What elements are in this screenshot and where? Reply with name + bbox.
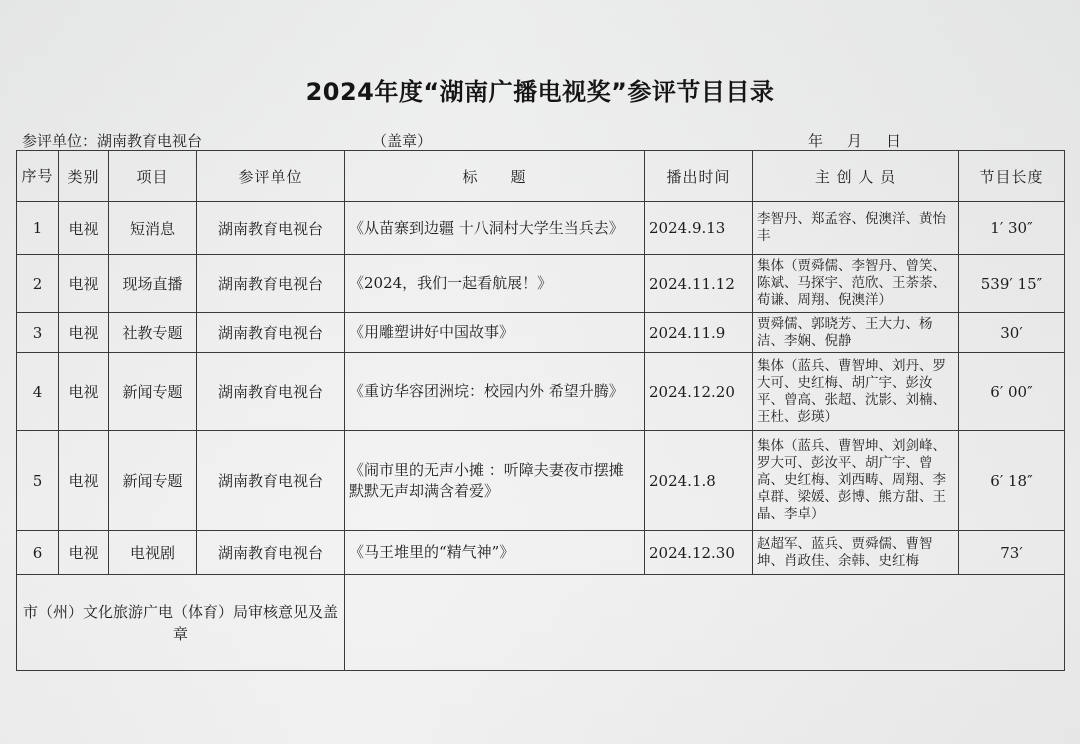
cell-category: 电视: [59, 255, 109, 313]
table-row: [17, 255, 1065, 313]
cell-title: 《2024，我们一起看航展！》: [345, 255, 645, 313]
cell-title: 《闹市里的无声小摊 ：听障夫妻夜市摆摊 默默无声却满含着爱》: [345, 431, 645, 531]
date-year-label: 年: [808, 132, 826, 150]
date-month-label: 月: [847, 132, 865, 150]
cell-creators: 贾舜儒、郭晓芳、王大力、杨洁、李娴、倪静: [753, 313, 959, 353]
cell-unit: 湖南教育电视台: [197, 353, 345, 431]
cell-category: 电视: [59, 202, 109, 255]
table-row: [17, 531, 1065, 575]
table-row: [17, 202, 1065, 255]
cell-length: 6′ 00″: [959, 353, 1065, 431]
cell-unit: 湖南教育电视台: [197, 313, 345, 353]
cell-seq: 3: [17, 313, 59, 353]
cell-creators: 集体（贾舜儒、李智丹、曾笑、陈斌、马探宇、范欣、王荼荼、荀谦、周翔、倪澳洋）: [753, 255, 959, 313]
cell-title: 《用雕塑讲好中国故事》: [345, 313, 645, 353]
cell-category: 电视: [59, 313, 109, 353]
cell-title: 《马王堆里的“精气神”》: [345, 531, 645, 575]
table-row: [17, 353, 1065, 431]
table-row: [17, 313, 1065, 353]
cell-seq: 2: [17, 255, 59, 313]
date-day-label: 日: [886, 132, 904, 150]
cell-air-time: 2024.11.12: [645, 255, 753, 313]
cell-category: 电视: [59, 353, 109, 431]
cell-item: 新闻专题: [109, 431, 197, 531]
cell-air-time: 2024.11.9: [645, 313, 753, 353]
cell-item: 社教专题: [109, 313, 197, 353]
cell-air-time: 2024.12.30: [645, 531, 753, 575]
cell-unit: 湖南教育电视台: [197, 431, 345, 531]
cell-length: 30′: [959, 313, 1065, 353]
cell-creators: 集体（蓝兵、曹智坤、刘剑峰、罗大可、彭汝平、胡广宇、曾高、史红梅、刘西畴、周翔、李卓群、梁媛、彭博、熊方甜、王晶、李卓）: [753, 431, 959, 531]
cell-title: 《从苗寨到边疆 十八洞村大学生当兵去》: [345, 202, 645, 255]
cell-seq: 6: [17, 531, 59, 575]
cell-seq: 1: [17, 202, 59, 255]
header-title: 标 题: [345, 151, 645, 202]
cell-length: 6′ 18″: [959, 431, 1065, 531]
cell-seq: 4: [17, 353, 59, 431]
table-row: [17, 431, 1065, 531]
cell-length: 1′ 30″: [959, 202, 1065, 255]
review-row: [17, 575, 1065, 671]
cell-item: 现场直播: [109, 255, 197, 313]
cell-air-time: 2024.1.8: [645, 431, 753, 531]
program-table: [16, 150, 1065, 671]
cell-unit: 湖南教育电视台: [197, 255, 345, 313]
seal-label: （盖章）: [372, 132, 433, 150]
cell-category: 电视: [59, 531, 109, 575]
cell-seq: 5: [17, 431, 59, 531]
header-creators: 主 创 人 员: [753, 151, 959, 202]
cell-item: 电视剧: [109, 531, 197, 575]
entry-unit-label: 参评单位：湖南教育电视台: [22, 132, 203, 150]
cell-creators: 集体（蓝兵、曹智坤、刘丹、罗大可、史红梅、胡广宇、彭汝平、曾高、张超、沈影、刘楠、王杜、彭瑛）: [753, 353, 959, 431]
cell-length: 539′ 15″: [959, 255, 1065, 313]
header-air-time: 播出时间: [645, 151, 753, 202]
cell-title: 《重访华容团洲垸：校园内外 希望升腾》: [345, 353, 645, 431]
cell-length: 73′: [959, 531, 1065, 575]
header-length: 节目长度: [959, 151, 1065, 202]
header-item: 项目: [109, 151, 197, 202]
table-header-row: [17, 151, 1065, 202]
cell-category: 电视: [59, 431, 109, 531]
cell-item: 短消息: [109, 202, 197, 255]
review-label: 市（州）文化旅游广电（体育）局审核意见及盖章: [17, 575, 345, 671]
header-unit: 参评单位: [197, 151, 345, 202]
cell-unit: 湖南教育电视台: [197, 202, 345, 255]
date-line: [808, 130, 903, 151]
header-category: 类别: [59, 151, 109, 202]
review-content: [345, 575, 1065, 671]
cell-air-time: 2024.12.20: [645, 353, 753, 431]
cell-unit: 湖南教育电视台: [197, 531, 345, 575]
cell-creators: 李智丹、郑孟容、倪澳洋、黄怡丰: [753, 202, 959, 255]
cell-creators: 赵超军、蓝兵、贾舜儒、曹智坤、肖政佳、余韩、史红梅: [753, 531, 959, 575]
header-seq: 序号: [17, 151, 59, 202]
document-title: 2024年度“湖南广播电视奖”参评节目目录: [305, 78, 775, 106]
cell-air-time: 2024.9.13: [645, 202, 753, 255]
cell-item: 新闻专题: [109, 353, 197, 431]
